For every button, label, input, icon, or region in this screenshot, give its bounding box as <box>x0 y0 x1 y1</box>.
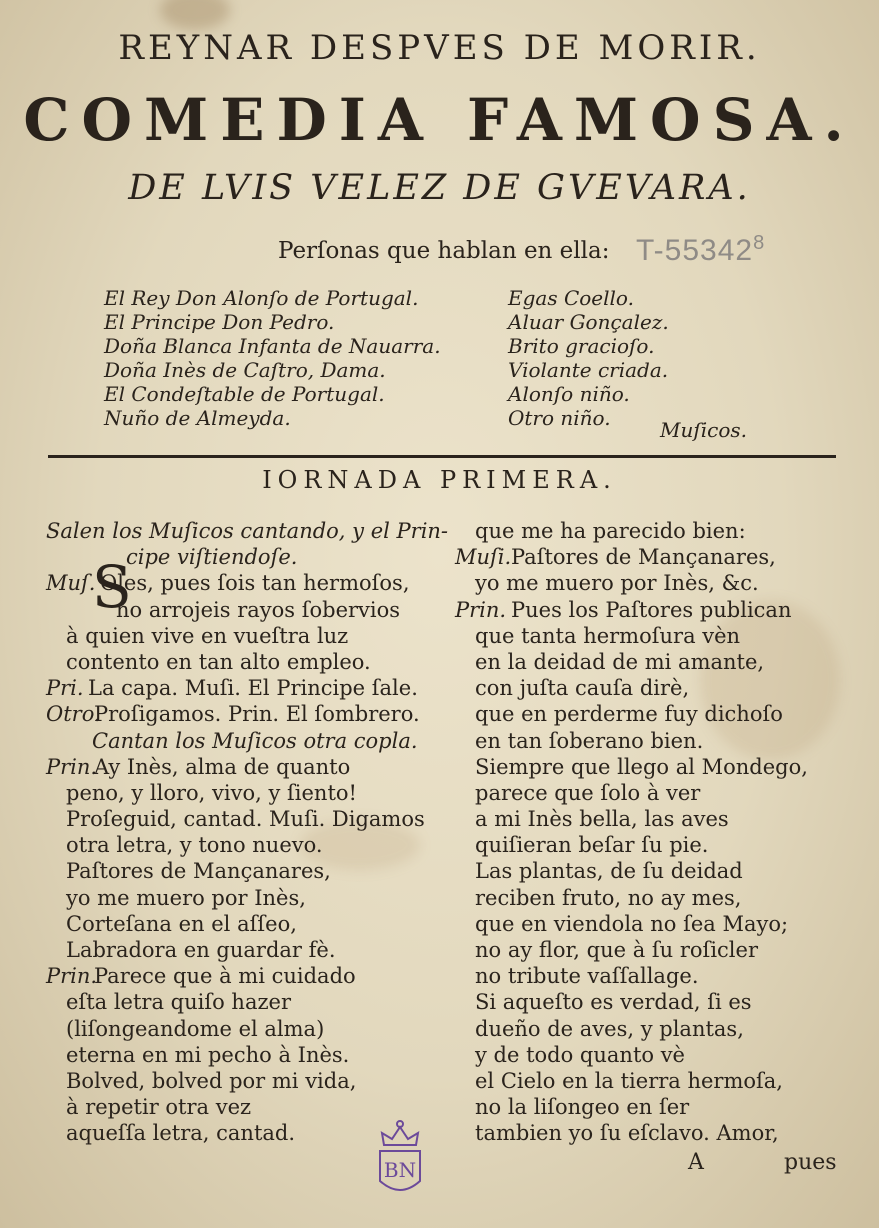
personas-heading: Perſonas que hablan en ella: <box>278 238 610 264</box>
verse-text: Oles, pues ſois tan hermoſos, <box>100 571 410 596</box>
verse-line <box>46 832 446 858</box>
author-line: DE LVIS VELEZ DE GVEVARA. <box>128 168 751 208</box>
verse-line <box>46 806 446 832</box>
verse-text: yo me muero por Inès, <box>66 885 306 910</box>
verse-text: Corteſana en el aſſeo, <box>66 911 297 936</box>
verse-text: el Cielo en la tierra hermoſa, <box>475 1068 783 1093</box>
verse-text: que en perderme fuy dichoſo <box>475 702 783 727</box>
verse-text: contento en tan alto empleo. <box>66 649 371 674</box>
speaker-label: Muſ. <box>46 571 96 596</box>
verse-line <box>46 518 449 544</box>
verse-text: Bolved, bolved por mi vida, <box>66 1068 357 1093</box>
stamp-text: BN <box>383 1158 417 1182</box>
verse-line <box>46 623 446 649</box>
verse-text: à quien vive en vueſtra luz <box>66 623 349 648</box>
verse-line <box>455 858 875 884</box>
comedia-heading: COMEDIA FAMOSA. <box>23 86 856 154</box>
verse-line <box>46 701 446 727</box>
verse-text: Las plantas, de ſu deidad <box>475 859 743 884</box>
title-line: REYNAR DESPVES DE MORIR. <box>118 28 761 68</box>
verse-line <box>455 675 875 701</box>
cast-member: Violante criada. <box>508 358 669 382</box>
verse-line <box>46 885 446 911</box>
catchword: pues <box>784 1150 837 1175</box>
verse-text: Proſigamos. Prin. El ſombrero. <box>94 702 420 727</box>
cast-member: El Condeſtable de Portugal. <box>104 382 385 406</box>
section-rule <box>48 455 836 458</box>
verse-text: no arrojeis rayos ſobervios <box>116 597 401 622</box>
verse-text: yo me muero por Inès, &c. <box>475 571 759 596</box>
verse-text: aqueſſa letra, cantad. <box>66 1121 296 1146</box>
verse-line <box>455 832 875 858</box>
verse-text: cipe viſtiendoſe. <box>126 545 298 570</box>
verse-text: Cantan los Muſicos otra copla. <box>92 728 418 753</box>
verse-line <box>455 1042 875 1068</box>
shelfmark-annotation: T-55342$^8$ <box>636 232 766 267</box>
verse-line <box>455 989 875 1015</box>
verse-text: no ay flor, que à ſu roſicler <box>475 938 758 962</box>
jornada-heading: IORNADA PRIMERA. <box>262 466 617 494</box>
cast-member: El Rey Don Alonſo de Portugal. <box>104 286 419 310</box>
verse-line <box>455 937 875 963</box>
cast-member: Doña Inès de Caſtro, Dama. <box>104 358 386 382</box>
cast-member: Alonſo niño. <box>508 382 630 406</box>
cast-member: Brito gracioſo. <box>508 334 655 358</box>
speaker-label: Prin. <box>46 754 98 779</box>
verse-text: parece que ſolo à ver <box>475 780 701 805</box>
verse-line <box>46 780 446 806</box>
verse-text: Salen los Muſicos cantando, y el Prin- <box>46 519 449 543</box>
verse-text: Parece que à mi cuidado <box>94 964 356 989</box>
speaker-label: Otro. <box>46 702 101 727</box>
verse-line <box>455 649 875 675</box>
verse-line <box>455 780 875 806</box>
verse-text: Paſtores de Mançanares, <box>511 545 776 570</box>
verse-line <box>46 675 446 701</box>
verse-line <box>455 885 875 911</box>
verse-line <box>46 1016 446 1042</box>
verse-text: peno, y lloro, vivo, y ſiento! <box>66 780 357 805</box>
verse-line <box>455 570 875 596</box>
cast-member: Otro niño. <box>508 406 611 430</box>
verse-line <box>455 623 875 649</box>
verse-text: que en viendola no ſea Mayo; <box>475 911 789 936</box>
verse-text: La capa. Muſi. El Principe ſale. <box>88 676 418 701</box>
verse-line <box>455 728 875 754</box>
verse-text: eterna en mi pecho à Inès. <box>66 1042 350 1067</box>
cast-member: Egas Coello. <box>508 286 634 310</box>
cast-list-left <box>104 286 441 430</box>
verse-text: no tribute vaſſallage. <box>475 964 699 989</box>
verse-line <box>46 858 446 884</box>
verse-text: Paſtores de Mançanares, <box>66 859 331 884</box>
verse-text: y de todo quanto vè <box>475 1042 685 1067</box>
verse-text: no la liſongeo en ſer <box>475 1095 690 1120</box>
verse-text: à repetir otra vez <box>66 1095 252 1120</box>
verse-text: Si aqueſto es verdad, ſi es <box>475 990 752 1015</box>
verse-text: Pues los Paſtores publican <box>511 597 792 622</box>
cast-member: Doña Blanca Infanta de Nauarra. <box>104 334 441 358</box>
speaker-label: Prin. <box>455 597 507 622</box>
verse-text: en la deidad de mi amante, <box>475 649 765 674</box>
verse-line <box>455 963 875 989</box>
verse-line <box>455 754 875 780</box>
verse-line <box>46 1068 446 1094</box>
verse-line <box>455 701 875 727</box>
cast-member: Aluar Gonçalez. <box>508 310 669 334</box>
drop-cap: S <box>92 553 132 621</box>
speaker-label: Prin. <box>46 964 98 989</box>
verse-line <box>455 544 875 570</box>
verse-text: dueño de aves, y plantas, <box>475 1016 744 1041</box>
verse-line <box>46 728 446 754</box>
verse-text: que tanta hermoſura vèn <box>475 623 741 648</box>
verse-line <box>46 937 446 963</box>
verse-line <box>455 518 875 544</box>
speaker-label: Pri. <box>46 676 84 701</box>
cast-list-right <box>508 286 669 430</box>
verse-line <box>455 806 875 832</box>
verse-text: en tan ſoberano bien. <box>475 728 704 753</box>
verse-text: eſta letra quiſo hazer <box>66 990 292 1015</box>
verse-line <box>455 1120 875 1146</box>
verse-text: quiſieran beſar ſu pie. <box>475 833 709 858</box>
verse-text: Siempre que llego al Mondego, <box>475 754 808 779</box>
verse-line <box>46 989 446 1015</box>
verse-line <box>455 1068 875 1094</box>
verse-line <box>46 911 446 937</box>
cast-musicos: Muſicos. <box>660 418 748 442</box>
verse-line <box>455 911 875 937</box>
verse-text: reciben fruto, no ay mes, <box>475 885 742 910</box>
signature-mark: A <box>688 1150 704 1175</box>
cast-member: El Principe Don Pedro. <box>104 310 335 334</box>
verse-text: Labradora en guardar fè. <box>66 938 336 962</box>
text-column-right <box>455 518 875 1147</box>
verse-line <box>46 963 446 989</box>
verse-line <box>455 1016 875 1042</box>
library-stamp-icon <box>372 1115 428 1199</box>
verse-line <box>46 754 446 780</box>
cast-member: Nuño de Almeyda. <box>104 406 291 430</box>
verse-text: (liſongeandome el alma) <box>66 1016 325 1041</box>
verse-line <box>455 597 875 623</box>
verse-text: a mi Inès bella, las aves <box>475 807 729 832</box>
verse-text: que me ha parecido bien: <box>475 519 746 543</box>
verse-text: con juſta cauſa dirè, <box>475 676 690 701</box>
verse-text: Proſeguid, cantad. Muſi. Digamos <box>66 807 425 832</box>
verse-line <box>46 649 446 675</box>
verse-line <box>46 1042 446 1068</box>
verse-text: tambien yo ſu eſclavo. Amor, <box>475 1121 779 1146</box>
speaker-label: Muſi. <box>455 545 512 570</box>
verse-text: otra letra, y tono nuevo. <box>66 833 323 858</box>
verse-text: Ay Inès, alma de quanto <box>94 754 351 779</box>
verse-line <box>455 1094 875 1120</box>
